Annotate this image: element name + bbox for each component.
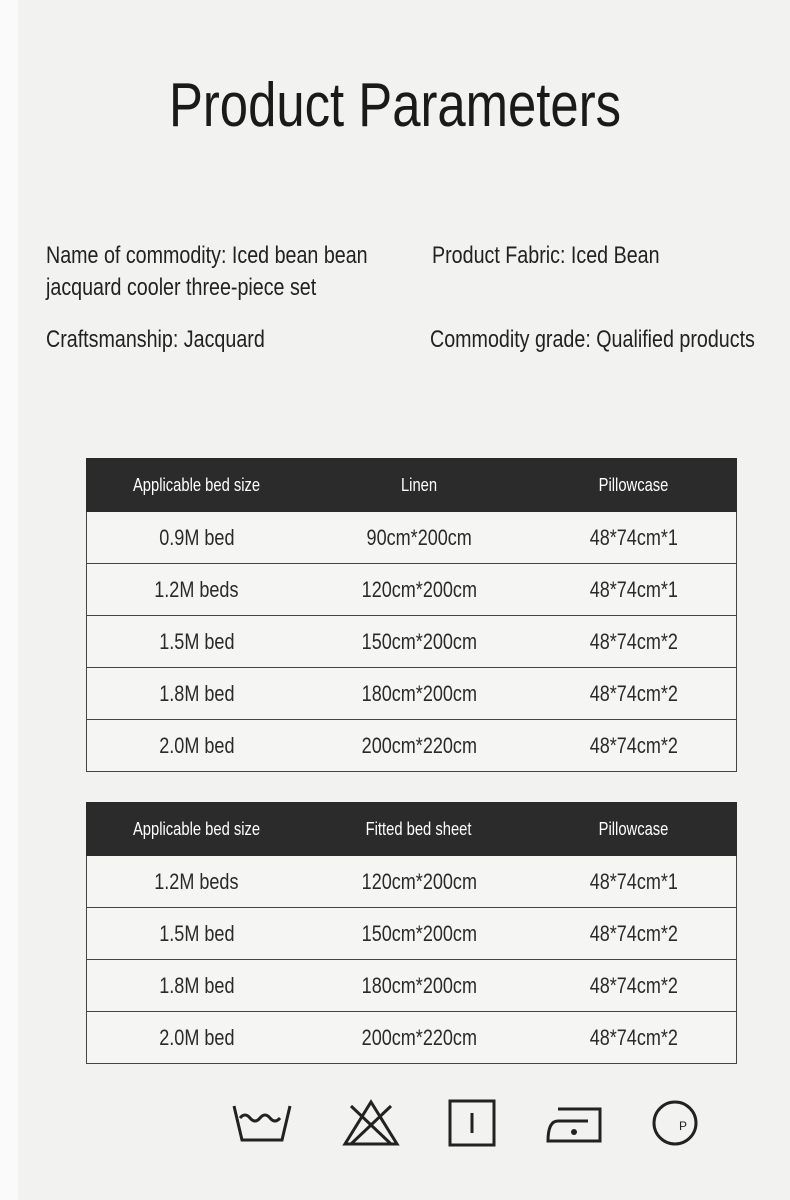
cell-pillowcase: 48*74cm*1 xyxy=(532,512,737,564)
cell-bed-size: 1.2M beds xyxy=(87,856,307,908)
cell-bed-size: 2.0M bed xyxy=(87,1012,307,1064)
page-title: Product Parameters xyxy=(168,71,622,140)
left-margin-strip xyxy=(0,0,18,1200)
table-row xyxy=(87,564,737,616)
cell-bed-size: 0.9M bed xyxy=(87,512,307,564)
line-dry-icon xyxy=(447,1098,497,1148)
cell-fitted-sheet: 150cm*200cm xyxy=(307,908,532,960)
cell-fitted-sheet: 120cm*200cm xyxy=(307,856,532,908)
header-linen: Linen xyxy=(307,459,532,512)
cell-fitted-sheet: 200cm*220cm xyxy=(307,1012,532,1064)
cell-pillowcase: 48*74cm*2 xyxy=(532,668,737,720)
spec-craftsmanship: Craftsmanship: Jacquard xyxy=(46,326,265,353)
table-row xyxy=(87,908,737,960)
table-row xyxy=(87,720,737,772)
header-fitted-sheet: Fitted bed sheet xyxy=(307,803,532,856)
size-table-linen xyxy=(86,458,737,772)
spec-commodity-line2: jacquard cooler three-piece set xyxy=(46,274,317,301)
cell-bed-size: 1.8M bed xyxy=(87,668,307,720)
spec-grade: Commodity grade: Qualified products xyxy=(430,326,755,353)
cell-bed-size: 2.0M bed xyxy=(87,720,307,772)
spec-fabric: Product Fabric: Iced Bean xyxy=(432,242,660,269)
cell-bed-size: 1.8M bed xyxy=(87,960,307,1012)
table-row xyxy=(87,668,737,720)
cell-linen: 200cm*220cm xyxy=(307,720,532,772)
do-not-bleach-icon xyxy=(341,1098,401,1148)
spec-commodity-line1: Name of commodity: Iced bean bean xyxy=(46,242,368,269)
cell-fitted-sheet: 180cm*200cm xyxy=(307,960,532,1012)
spec-commodity xyxy=(46,240,368,304)
dry-clean-letter: P xyxy=(679,1119,688,1133)
cell-linen: 150cm*200cm xyxy=(307,616,532,668)
table-header-row xyxy=(87,803,737,856)
table-row xyxy=(87,1012,737,1064)
cell-linen: 90cm*200cm xyxy=(307,512,532,564)
cell-linen: 120cm*200cm xyxy=(307,564,532,616)
care-icons-row xyxy=(230,1095,700,1151)
table-row xyxy=(87,856,737,908)
header-bed-size: Applicable bed size xyxy=(87,803,307,856)
cell-pillowcase: 48*74cm*2 xyxy=(532,908,737,960)
table-row xyxy=(87,616,737,668)
cell-bed-size: 1.5M bed xyxy=(87,908,307,960)
wash-tub-icon xyxy=(230,1100,294,1146)
iron-low-icon xyxy=(544,1101,604,1145)
cell-linen: 180cm*200cm xyxy=(307,668,532,720)
cell-pillowcase: 48*74cm*1 xyxy=(532,856,737,908)
header-bed-size: Applicable bed size xyxy=(87,459,307,512)
table-header-row xyxy=(87,459,737,512)
cell-pillowcase: 48*74cm*2 xyxy=(532,1012,737,1064)
cell-pillowcase: 48*74cm*2 xyxy=(532,616,737,668)
header-pillowcase: Pillowcase xyxy=(532,459,737,512)
size-table-fitted xyxy=(86,802,737,1064)
cell-pillowcase: 48*74cm*1 xyxy=(532,564,737,616)
table-row xyxy=(87,960,737,1012)
table-row xyxy=(87,512,737,564)
cell-bed-size: 1.2M beds xyxy=(87,564,307,616)
cell-bed-size: 1.5M bed xyxy=(87,616,307,668)
cell-pillowcase: 48*74cm*2 xyxy=(532,720,737,772)
header-pillowcase: Pillowcase xyxy=(532,803,737,856)
dry-clean-p-icon xyxy=(650,1098,700,1148)
cell-pillowcase: 48*74cm*2 xyxy=(532,960,737,1012)
